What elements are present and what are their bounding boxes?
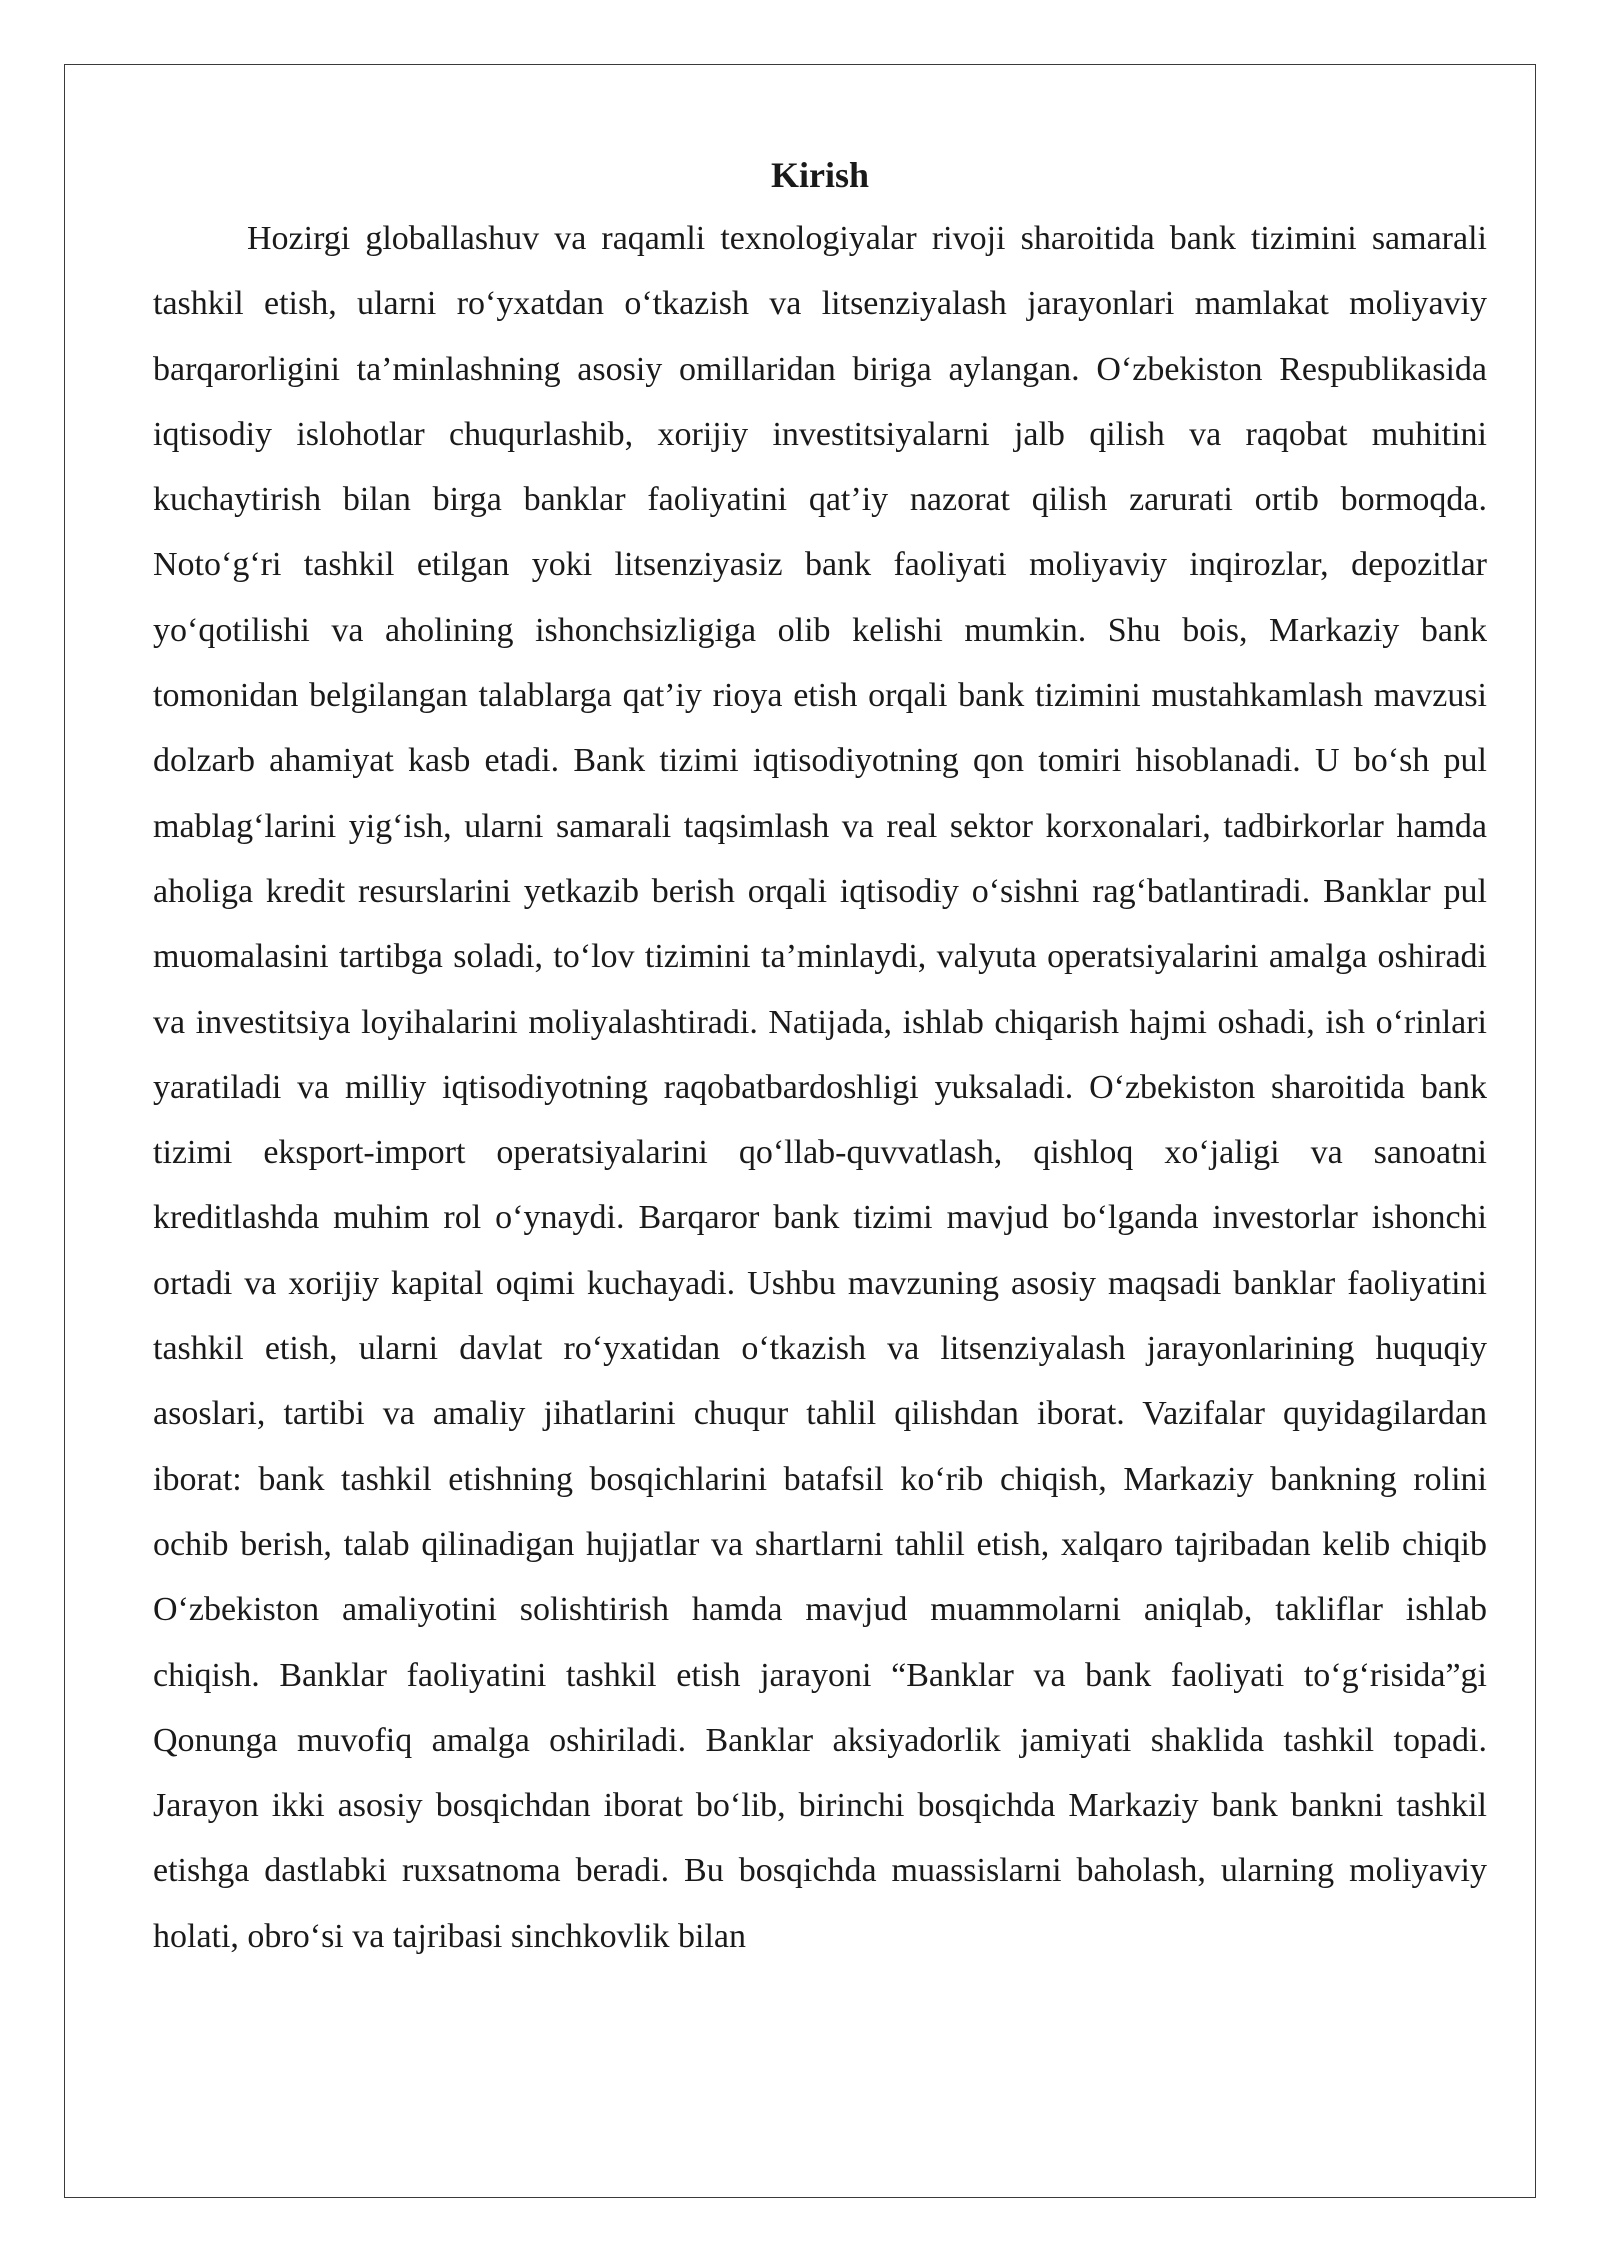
document-content [153, 144, 1487, 1969]
body-paragraph: Hozirgi globallashuv va raqamli texnologiyalar rivoji sharoitida bank tizimini samarali tashkil etish, ularni ro‘yxatdan o‘tkazish va litsenziyalash jarayonlari mamlakat moliyaviy barqarorligini ta’minlashning asosiy omillaridan biriga aylangan. O‘zbekiston Respublikasida iqtisodiy islohotlar chuqurlashib, xorijiy investitsiyalarni jalb qilish va raqobat muhitini kuchaytirish bilan birga banklar faoliyatini qat’iy nazorat qilish zarurati ortib bormoqda. Noto‘g‘ri tashkil etilgan yoki litsenziyasiz bank faoliyati moliyaviy inqirozlar, depozitlar yo‘qotilishi va aholining ishonchsizligiga olib kelishi mumkin. Shu bois, Markaziy bank tomonidan belgilangan talablarga qat’iy rioya etish orqali bank tizimini mustahkamlash mavzusi dolzarb ahamiyat kasb etadi. Bank tizimi iqtisodiyotning qon tomiri hisoblanadi. U bo‘sh pul mablag‘larini yig‘ish, ularni samarali taqsimlash va real sektor korxonalari, tadbirkorlar hamda aholiga kredit resurslarini yetkazib berish orqali iqtisodiy o‘sishni rag‘batlantiradi. Banklar pul muomalasini tartibga soladi, to‘lov tizimini ta’minlaydi, valyuta operatsiyalarini amalga oshiradi va investitsiya loyihalarini moliyalashtiradi. Natijada, ishlab chiqarish hajmi oshadi, ish o‘rinlari yaratiladi va milliy iqtisodiyotning raqobatbardoshligi yuksaladi. O‘zbekiston sharoitida bank tizimi eksport-import operatsiyalarini qo‘llab-quvvatlash, qishloq xo‘jaligi va sanoatni kreditlashda muhim rol o‘ynaydi. Barqaror bank tizimi mavjud bo‘lganda investorlar ishonchi ortadi va xorijiy kapital oqimi kuchayadi. Ushbu mavzuning asosiy maqsadi banklar faoliyatini tashkil etish, ularni davlat ro‘yxatidan o‘tkazish va litsenziyalash jarayonlarining huquqiy asoslari, tartibi va amaliy jihatlarini chuqur tahlil qilishdan iborat. Vazifalar quyidagilardan iborat: bank tashkil etishning bosqichlarini batafsil ko‘rib chiqish, Markaziy bankning rolini ochib berish, talab qilinadigan hujjatlar va shartlarni tahlil etish, xalqaro tajribadan kelib chiqib O‘zbekiston amaliyotini solishtirish hamda mavjud muammolarni aniqlab, takliflar ishlab chiqish. Banklar faoliyatini tashkil etish jarayoni “Banklar va bank faoliyati to‘g‘risida”gi Qonunga muvofiq amalga oshiriladi. Banklar aksiyadorlik jamiyati shaklida tashkil topadi. Jarayon ikki asosiy bosqichdan iborat bo‘lib, birinchi bosqichda Markaziy bank bankni tashkil etishga dastlabki ruxsatnoma beradi. Bu bosqichda muassislarni baholash, ularning moliyaviy holati, obro‘si va tajribasi sinchkovlik bilan [153, 220, 1487, 1955]
document-title: Kirish [770, 155, 869, 195]
